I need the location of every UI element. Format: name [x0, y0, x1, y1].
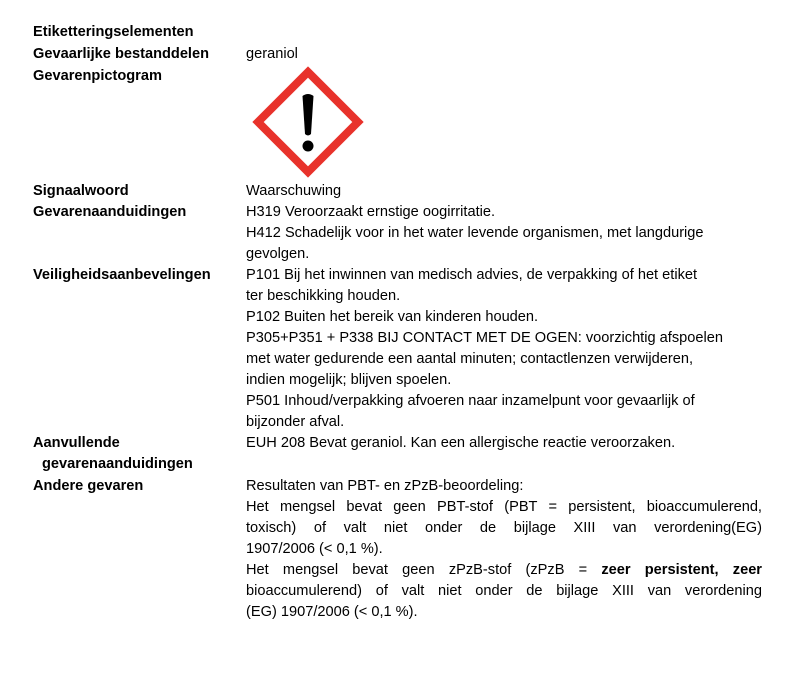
precautionary-statement-line: met water gedurende een aantal minuten; contactlenzen verwijderen,	[246, 351, 694, 367]
hazard-statement-line: gevolgen.	[246, 246, 310, 262]
pictogram-label: Gevarenpictogram	[33, 68, 162, 84]
precautionary-statements	[246, 265, 762, 433]
signal-word-value: Waarschuwing	[246, 183, 342, 199]
precautionary-statements-label: Veiligheidsaanbevelingen	[33, 267, 211, 283]
ghs07-exclamation-mark-icon	[252, 66, 364, 178]
precautionary-statement-line: bijzonder afval.	[246, 414, 345, 430]
other-hazards-heading: Resultaten van PBT- en zPzB-beoordeling:	[246, 478, 524, 494]
zpzb-line-text: Het mengsel bevat geen zPzB-stof (zPzB =	[246, 562, 602, 578]
pbt-line: toxisch) of valt niet onder de bijlage XIII van verordening(EG)	[246, 520, 762, 536]
signal-word-label: Signaalwoord	[33, 183, 129, 199]
precautionary-statement-line: P102 Buiten het bereik van kinderen houden.	[246, 309, 539, 325]
zpzb-bold-text: zeer persistent, zeer	[601, 562, 762, 578]
zpzb-line: bioaccumulerend) of valt niet onder de bijlage XIII van verordening	[246, 583, 762, 599]
pbt-line: Het mengsel bevat geen PBT-stof (PBT = persistent, bioaccumulerend,	[246, 499, 762, 515]
section-title: Etiketteringselementen	[33, 24, 194, 40]
zpzb-line	[246, 560, 762, 581]
hazard-statements-label: Gevarenaanduidingen	[33, 204, 187, 220]
other-hazards-label: Andere gevaren	[33, 478, 144, 494]
precautionary-statement-line: P305+P351 + P338 BIJ CONTACT MET DE OGEN: voorzichtig afspoelen	[246, 330, 723, 346]
hazard-statement-line: H412 Schadelijk voor in het water levende organismen, met langdurige	[246, 225, 704, 241]
precautionary-statement-line: indien mogelijk; blijven spoelen.	[246, 372, 452, 388]
hazardous-components-label: Gevaarlijke bestanddelen	[33, 46, 210, 62]
precautionary-statement-line: P101 Bij het inwinnen van medisch advies, de verpakking of het etiket	[246, 267, 698, 283]
supplemental-hazard-label-line2: gevarenaanduidingen	[42, 456, 193, 472]
supplemental-hazard-value: EUH 208 Bevat geraniol. Kan een allergische reactie veroorzaken.	[246, 435, 676, 451]
hazard-statement-line: H319 Veroorzaakt ernstige oogirritatie.	[246, 204, 496, 220]
hazard-statements	[246, 202, 762, 265]
precautionary-statement-line: ter beschikking houden.	[246, 288, 401, 304]
supplemental-hazard-label	[33, 433, 193, 475]
zpzb-line: (EG) 1907/2006 (< 0,1 %).	[246, 604, 418, 620]
hazardous-components-value: geraniol	[246, 46, 298, 62]
other-hazards	[246, 476, 762, 623]
supplemental-hazard-label-line1: Aanvullende	[33, 435, 120, 451]
precautionary-statement-line: P501 Inhoud/verpakking afvoeren naar inzamelpunt voor gevaarlijk of	[246, 393, 695, 409]
pbt-line: 1907/2006 (< 0,1 %).	[246, 541, 383, 557]
